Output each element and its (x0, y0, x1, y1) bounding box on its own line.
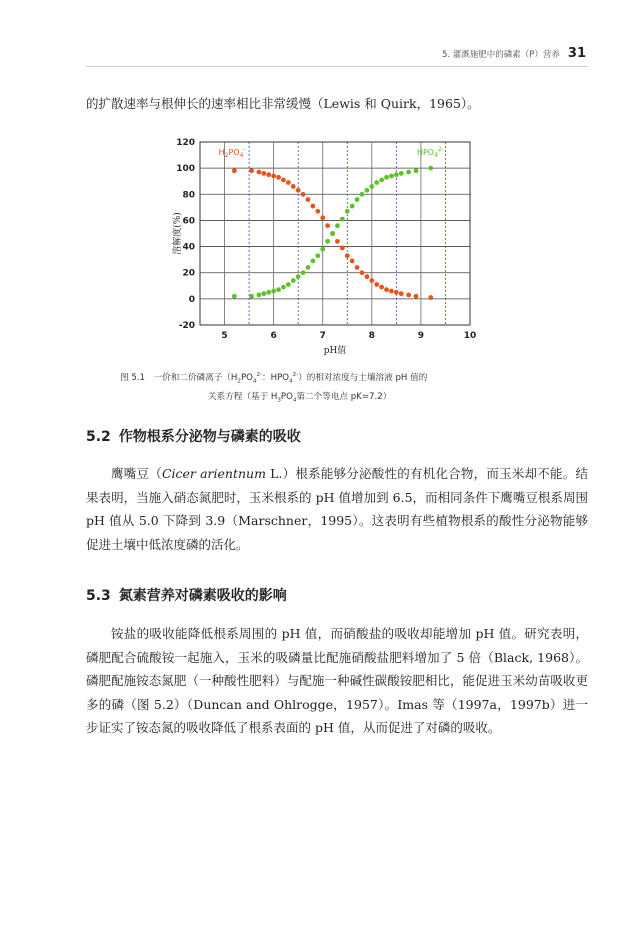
caption-sup: 2- (292, 372, 299, 378)
page-number: 31 (567, 46, 586, 61)
h2po4-point (384, 287, 389, 292)
section-heading-5-3 (86, 585, 287, 605)
running-header (442, 46, 586, 61)
y-tick-label: 0 (188, 294, 195, 305)
hpo4-point (384, 175, 389, 180)
h2po4-point (365, 274, 370, 279)
hpo4-point (414, 168, 419, 173)
h2po4-point (406, 293, 411, 298)
hpo4-point (249, 294, 254, 299)
hpo4-point (369, 184, 374, 189)
hpo4-point (257, 293, 262, 298)
h2po4-point (281, 178, 286, 183)
hpo4-point (301, 270, 306, 275)
h2po4-point (249, 168, 254, 173)
caption-line-1 (120, 368, 530, 390)
section-heading-5-2 (86, 426, 301, 446)
y-tick-label: 60 (182, 216, 195, 227)
hpo4-point (266, 290, 271, 295)
y-tick-label: -20 (178, 321, 195, 331)
h2po4-point (271, 174, 276, 179)
x-tick-label: 5 (221, 331, 228, 341)
paragraph-text: L.）根系能够分泌酸性的有机化合物，而玉米却不能。结果表明，当施入硝态氮肥时，玉米根系的 pH 值增加到 6.5，而相同条件下鹰嘴豆根系周围 pH 值从 5.0 下降到 3.9（Marschner，1995）。这表明有些植物根系的酸性分泌物能够促进土壤中低浓度磷的活化。 (86, 466, 588, 552)
h2po4-point (374, 282, 379, 287)
figure-caption (120, 368, 530, 408)
species-name: Cicer arientnum (161, 466, 266, 481)
caption-line-2 (120, 390, 530, 409)
section-number: 5.3 (86, 588, 111, 604)
caption-text: 图 5.1 一价和二价磷离子（H (120, 372, 238, 383)
y-tick-label: 100 (176, 164, 195, 175)
caption-sub: 4 (289, 378, 293, 385)
hpo4-label-part: 4 (434, 152, 438, 160)
h2po4-point (428, 295, 433, 300)
y-tick-label: 40 (182, 242, 195, 253)
h2po4-point (355, 265, 360, 270)
hpo4-point (389, 174, 394, 179)
section-5-2-paragraph (86, 462, 588, 556)
hpo4-point (281, 285, 286, 290)
y-tick-label: 80 (182, 190, 195, 201)
h2po4-point (261, 171, 266, 176)
caption-sub: 4 (252, 378, 257, 385)
h2po4-label-part: - (243, 146, 246, 154)
x-tick-label: 7 (319, 331, 326, 341)
y-axis-label: 溶解度(%) (173, 212, 183, 255)
caption-text: 第二个等电点 pK=7.2） (296, 391, 392, 402)
hpo4-point (399, 171, 404, 176)
h2po4-point (232, 168, 237, 173)
h2po4-point (325, 223, 330, 228)
h2po4-point (286, 180, 291, 185)
hpo4-point (350, 204, 355, 209)
hpo4-point (325, 239, 330, 244)
hpo4-point (311, 259, 316, 264)
h2po4-label-part: H (218, 148, 225, 158)
h2po4-point (335, 239, 340, 244)
x-tick-label: 10 (463, 331, 477, 341)
h2po4-point (315, 209, 320, 214)
x-tick-label: 6 (270, 331, 277, 341)
hpo4-point (345, 209, 350, 214)
h2po4-point (320, 215, 325, 220)
hpo4-point (315, 253, 320, 258)
h2po4-point (360, 270, 365, 275)
caption-sub: 3 (277, 397, 281, 404)
h2po4-point (276, 175, 281, 180)
hpo4-point (365, 188, 370, 193)
hpo4-point (286, 282, 291, 287)
hpo4-point (320, 247, 325, 252)
hpo4-point (360, 192, 365, 197)
h2po4-point (257, 170, 262, 175)
figure-5-1 (170, 132, 480, 357)
y-tick-label: 120 (176, 138, 195, 148)
h2po4-point (306, 197, 311, 202)
h2po4-point (394, 290, 399, 295)
section-5-3-paragraph: 铵盐的吸收能降低根系周围的 pH 值，而硝酸盐的吸收却能增加 pH 值。研究表明，磷肥配合硫酸铵一起施入，玉米的吸磷量比配施硝酸盐肥料增加了 5 倍（Black, 1968）。磷肥配施铵态氮肥（一种酸性肥料）与配施一种碱性碳酸铵肥相比，能促进玉米幼苗吸收更多的磷（图 5.2）（Duncan and Ohlrogge，1957）。Imas 等（1997a，1997b）进一步证实了铵态氮的吸收降低了根系表面的 pH 值，从而促进了对磷的吸收。 (86, 626, 588, 735)
hpo4-point (394, 172, 399, 177)
h2po4-point (266, 172, 271, 177)
h2po4-point (350, 259, 355, 264)
hpo4-point (335, 223, 340, 228)
hpo4-point (276, 287, 281, 292)
h2po4-point (379, 285, 384, 290)
hpo4-point (232, 294, 237, 299)
hpo4-point (428, 166, 433, 171)
h2po4-point (389, 289, 394, 294)
hpo4-point (261, 291, 266, 296)
hpo4-point (355, 197, 360, 202)
h2po4-point (291, 184, 296, 189)
h2po4-point (301, 192, 306, 197)
h2po4-point (296, 188, 301, 193)
hpo4-label-part: HPO (416, 148, 435, 158)
caption-sup: 2- (256, 372, 263, 378)
hpo4-label-part: 2- (437, 146, 444, 154)
hpo4-point (291, 278, 296, 283)
caption-text: ：HPO (262, 372, 290, 383)
hpo4-point (340, 217, 345, 222)
caption-text: PO (240, 372, 253, 383)
h2po4-point (369, 278, 374, 283)
caption-sub: 2 (237, 378, 241, 385)
hpo4-point (306, 265, 311, 270)
h2po4-point (399, 291, 404, 296)
h2po4-point (414, 294, 419, 299)
lead-paragraph: 的扩散速率与根伸长的速率相比非常缓慢（Lewis 和 Quirk，1965）。 (86, 96, 480, 111)
header-divider (86, 66, 588, 67)
section-title: 作物根系分泌物与磷素的吸收 (118, 429, 301, 445)
hpo4-point (296, 274, 301, 279)
x-axis-label: pH值 (323, 346, 347, 356)
y-tick-label: 20 (182, 268, 195, 279)
paragraph-text: 鹰嘴豆（ (111, 466, 162, 481)
x-tick-label: 9 (417, 331, 425, 341)
h2po4-point (340, 245, 345, 250)
hpo4-point (406, 170, 411, 175)
chart (170, 132, 480, 357)
hpo4-point (271, 289, 276, 294)
h2po4-label-part: 4 (239, 152, 244, 160)
h2po4-point (311, 204, 316, 209)
caption-sub: 4 (292, 397, 297, 404)
h2po4-point (345, 253, 350, 258)
caption-text: ）的相对浓度与土壤溶液 pH 值的 (298, 372, 428, 383)
caption-text: 关系方程（基于 H (208, 391, 278, 402)
running-title: 5. 灌溉施肥中的磷素（P）营养 (441, 50, 560, 60)
h2po4-label-part: 2 (224, 152, 229, 160)
hpo4-point (374, 180, 379, 185)
x-tick-label: 8 (368, 331, 375, 341)
hpo4-point (330, 231, 335, 236)
section-title: 氮素营养对磷素吸收的影响 (118, 588, 287, 604)
section-number: 5.2 (86, 429, 111, 445)
h2po4-label-part: PO (228, 148, 240, 158)
caption-text: PO (280, 391, 293, 402)
hpo4-point (379, 178, 384, 183)
